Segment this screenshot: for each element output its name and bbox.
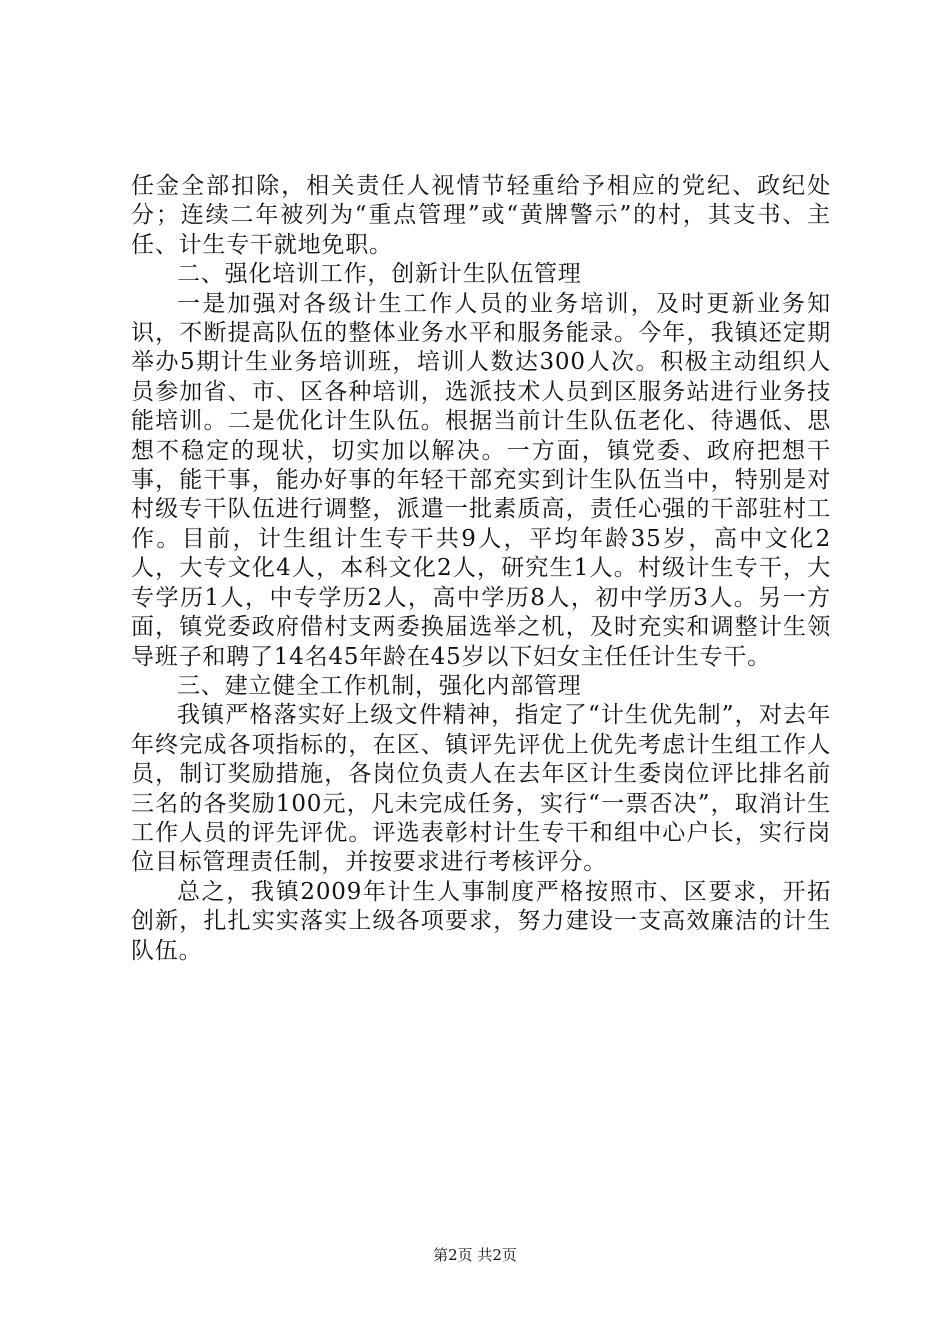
paragraph-summary: 总之，我镇2009年计生人事制度严格按照市、区要求，开拓创新，扎扎实实落实上级各项要求，努力建设一支高效廉洁的计生队伍。 <box>131 878 831 964</box>
paragraph-mechanism: 我镇严格落实好上级文件精神，指定了“计生优先制”，对去年年终完成各项指标的，在区、镇评先评优上优先考虑计生组工作人员，制订奖励措施，各岗位负责人在去年区计生委岗位评比排名前三名的各奖励100元，凡未完成任务，实行“一票否决”，取消计生工作人员的评先评优。评选表彰村计生专干和组中心户长，实行岗位目标管理责任制，并按要求进行考核评分。 <box>131 702 831 876</box>
document-body <box>131 172 831 966</box>
paragraph-continuation: 任金全部扣除，相关责任人视情节轻重给予相应的党纪、政纪处分；连续二年被列为“重点管理”或“黄牌警示”的村，其支书、主任、计生专干就地免职。 <box>131 173 831 258</box>
section-heading-3: 三、建立健全工作机制，强化内部管理 <box>177 672 582 699</box>
paragraph-training: 一是加强对各级计生工作人员的业务培训，及时更新业务知识，不断提高队伍的整体业务水平和服务能录。今年，我镇还定期举办5期计生业务培训班，培训人数达300人次。积极主动组织人员参加省、市、区各种培训，选派技术人员到区服务站进行业务技能培训。二是优化计生队伍。根据当前计生队伍老化、待遇低、思想不稳定的现状，切实加以解决。一方面，镇党委、政府把想干事，能干事，能办好事的年轻干部充实到计生队伍当中，特别是对村级专干队伍进行调整，派遣一批素质高，责任心强的干部驻村工作。目前，计生组计生专干共9人，平均年龄35岁，高中文化2人，大专文化4人，本科文化2人，研究生1人。村级计生专干，大专学历1人，中专学历2人，高中学历8人，初中学历3人。另一方面，镇党委政府借村支两委换届选举之机，及时充实和调整计生领导班子和聘了14名45年龄在45岁以下妇女主任任计生专干。 <box>131 290 831 670</box>
section-heading-2: 二、强化培训工作，创新计生队伍管理 <box>177 261 582 288</box>
page-footer: 第2页 共2页 <box>433 1246 517 1264</box>
